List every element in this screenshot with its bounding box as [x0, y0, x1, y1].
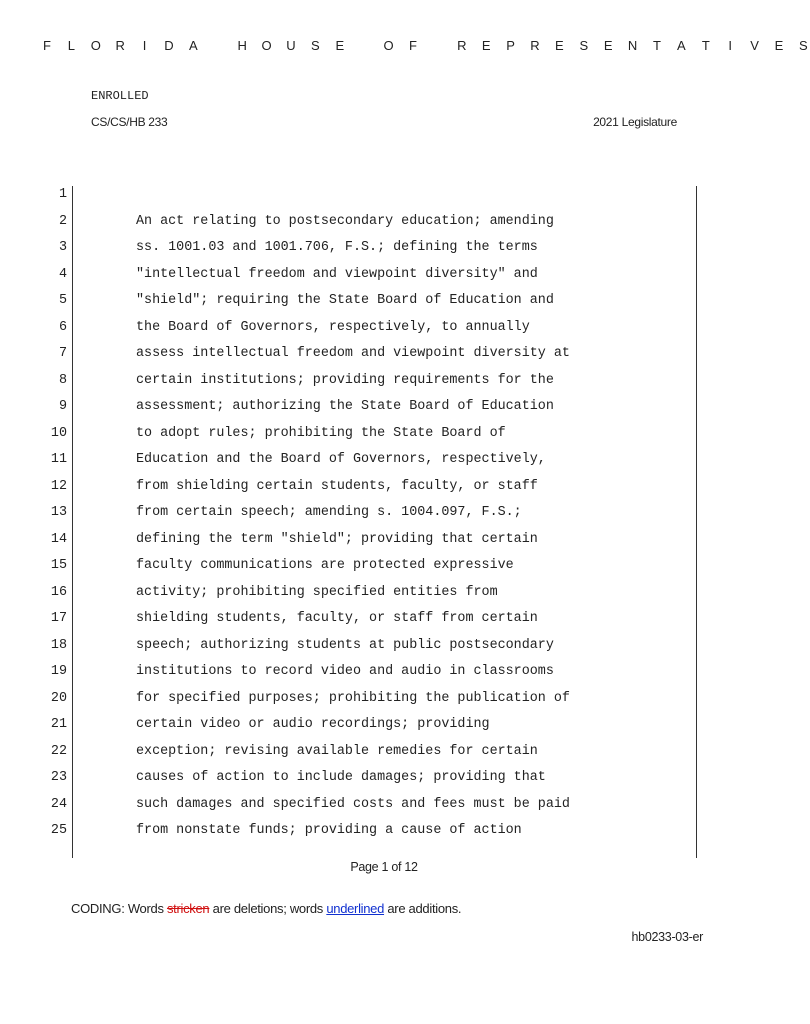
line-number: 13 — [50, 505, 67, 520]
line-text: causes of action to include damages; providing that — [136, 770, 546, 785]
line-number: 7 — [58, 346, 67, 361]
line-text: activity; prohibiting specified entities from — [136, 584, 498, 600]
line-text: exception; revising available remedies for certain — [136, 743, 538, 759]
chamber-title-letter: A — [677, 38, 686, 53]
line-number: 24 — [50, 796, 67, 812]
line-text: to adopt rules; prohibiting the State Board of — [136, 425, 506, 441]
chamber-title-letter: I — [142, 38, 147, 53]
bill-line — [0, 474, 768, 501]
line-number: 21 — [50, 717, 67, 732]
line-number: 15 — [50, 558, 67, 573]
bill-status: ENROLLED — [91, 89, 149, 103]
bill-line — [0, 712, 768, 739]
chamber-title-letter: S — [799, 38, 808, 53]
line-text: ss. 1001.03 and 1001.706, F.S.; defining the terms — [136, 240, 538, 255]
coding-stricken-sample: stricken — [166, 901, 210, 916]
page-number: Page 1 of 12 — [350, 860, 418, 874]
bill-line — [0, 421, 768, 448]
chamber-title-letter: I — [728, 38, 732, 53]
line-text: from shielding certain students, faculty, or staff — [136, 478, 538, 494]
chamber-title-letter: R — [115, 38, 125, 53]
bill-line — [0, 792, 768, 819]
line-text: assess intellectual freedom and viewpoint diversity at — [136, 346, 570, 361]
line-text: Education and the Board of Governors, respectively, — [136, 452, 546, 467]
chamber-title-letter: E — [481, 38, 491, 53]
bill-line — [0, 235, 768, 262]
line-number: 23 — [50, 770, 67, 785]
line-text: certain video or audio recordings; providing — [136, 717, 490, 732]
line-number: 4 — [58, 266, 67, 282]
line-number: 2 — [58, 213, 67, 229]
bill-line — [0, 447, 768, 474]
bill-line — [0, 765, 768, 792]
line-number: 17 — [50, 611, 67, 626]
line-number: 22 — [50, 743, 67, 759]
coding-prefix: CODING: Words — [71, 901, 167, 916]
chamber-title-letter: T — [701, 38, 710, 53]
line-number: 20 — [50, 690, 67, 706]
line-text: the Board of Governors, respectively, to annually — [136, 319, 530, 335]
line-text: assessment; authorizing the State Board of Education — [136, 399, 554, 414]
line-text: speech; authorizing students at public postsecondary — [136, 637, 554, 653]
line-text: "intellectual freedom and viewpoint diversity" and — [136, 266, 538, 282]
chamber-title-letter: F — [409, 38, 417, 53]
line-number: 11 — [50, 452, 67, 467]
bill-line — [0, 394, 768, 421]
chamber-title-letter: E — [335, 38, 345, 53]
bill-line — [0, 659, 768, 686]
chamber-title-letter: S — [579, 38, 589, 53]
chamber-title-letter: O — [383, 38, 394, 53]
chamber-title-letter: P — [506, 38, 515, 53]
line-number: 19 — [50, 664, 67, 679]
line-number: 14 — [50, 531, 67, 547]
line-text: institutions to record video and audio in classrooms — [136, 664, 554, 679]
coding-middle: are deletions; words — [209, 901, 327, 916]
chamber-title-letter: O — [261, 38, 272, 53]
line-text: such damages and specified costs and fees must be paid — [136, 796, 570, 812]
bill-line — [0, 262, 768, 289]
bill-line — [0, 553, 768, 580]
document-code: hb0233-03-er — [631, 930, 703, 944]
line-number: 18 — [50, 637, 67, 653]
chamber-title-letter: T — [653, 38, 661, 53]
chamber-title-letter: V — [750, 38, 759, 53]
legislative-session: 2021 Legislature — [593, 115, 677, 129]
line-text: shielding students, faculty, or staff from certain — [136, 611, 538, 626]
line-number: 25 — [50, 823, 67, 838]
line-text: defining the term "shield"; providing that certain — [136, 531, 538, 547]
chamber-title-letter: F — [43, 38, 51, 53]
line-number: 1 — [58, 187, 67, 202]
line-text: certain institutions; providing requirements for the — [136, 372, 554, 388]
bill-number: CS/CS/HB 233 — [91, 115, 168, 129]
bill-line — [0, 368, 768, 395]
coding-suffix: are additions. — [384, 901, 462, 916]
chamber-title-letter: S — [311, 38, 320, 53]
bill-line — [0, 633, 768, 660]
line-text: faculty communications are protected expressive — [136, 558, 514, 573]
chamber-title-letter: E — [774, 38, 784, 53]
bill-line — [0, 288, 768, 315]
chamber-title-letter: U — [286, 38, 296, 53]
chamber-title-letter: L — [67, 38, 75, 53]
line-number: 16 — [50, 584, 67, 600]
chamber-title-letter: R — [457, 38, 467, 53]
chamber-title-letter: R — [530, 38, 540, 53]
chamber-title-letter: N — [627, 38, 638, 53]
chamber-title-letter: E — [555, 38, 564, 53]
bill-line — [0, 341, 768, 368]
chamber-title-letter: E — [603, 38, 613, 53]
bill-line — [0, 606, 768, 633]
chamber-title-letter: H — [237, 38, 247, 53]
line-number: 9 — [58, 399, 67, 414]
bill-line — [0, 315, 768, 342]
line-number: 6 — [58, 319, 67, 335]
bill-line — [0, 580, 768, 607]
coding-legend — [71, 901, 461, 916]
chamber-title-letter: D — [164, 38, 174, 53]
line-text: from certain speech; amending s. 1004.097, F.S.; — [136, 505, 522, 520]
bill-line — [0, 182, 768, 209]
line-number: 5 — [58, 293, 67, 308]
line-text: "shield"; requiring the State Board of Education and — [136, 293, 554, 308]
line-number: 12 — [50, 478, 67, 494]
line-text: from nonstate funds; providing a cause of action — [136, 823, 522, 838]
chamber-title-letter: O — [90, 38, 101, 53]
bill-line — [0, 818, 768, 845]
bill-line — [0, 686, 768, 713]
bill-line — [0, 739, 768, 766]
line-number: 8 — [58, 372, 67, 388]
line-number: 10 — [50, 425, 67, 441]
line-text: for specified purposes; prohibiting the publication of — [136, 690, 570, 706]
bill-line — [0, 500, 768, 527]
coding-underlined-sample: underlined — [326, 901, 385, 916]
chamber-title-letter: A — [189, 38, 198, 53]
line-number: 3 — [58, 240, 67, 255]
bill-line — [0, 209, 768, 236]
bill-text-lines — [0, 182, 768, 845]
bill-line — [0, 527, 768, 554]
line-text: An act relating to postsecondary education; amending — [136, 213, 554, 229]
